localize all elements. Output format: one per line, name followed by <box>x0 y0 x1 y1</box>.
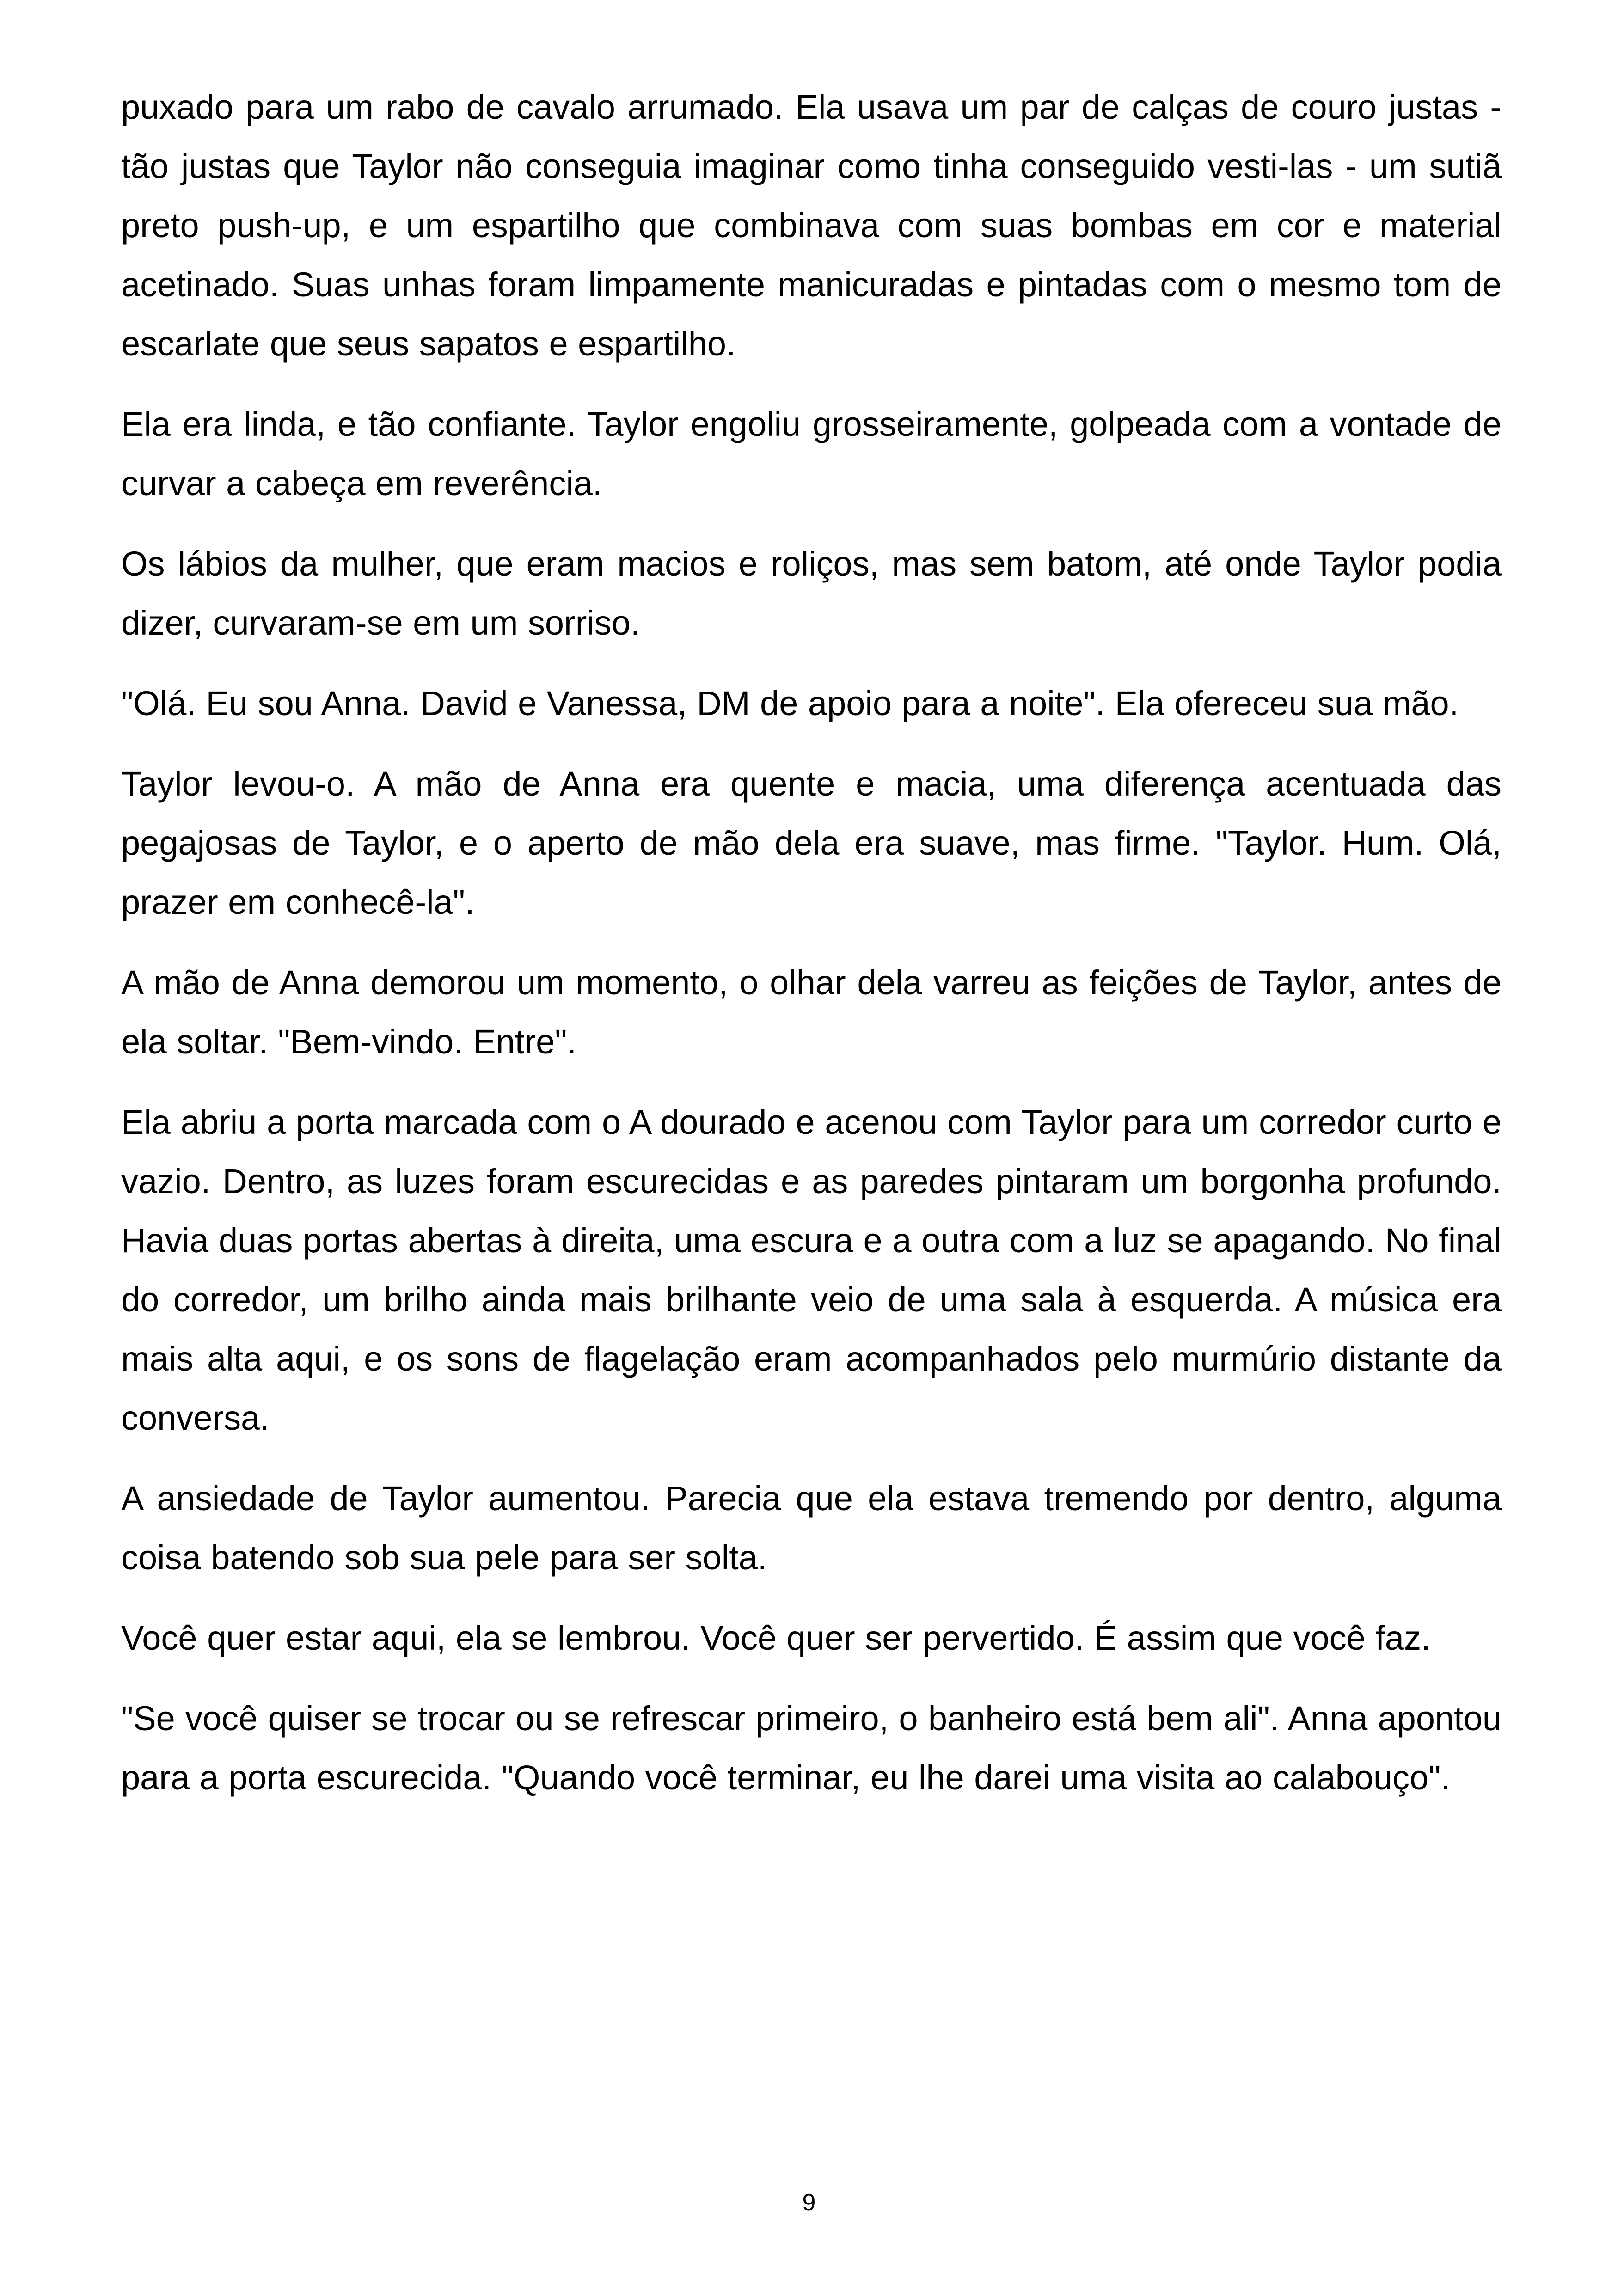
paragraph: puxado para um rabo de cavalo arrumado. Ela usava um par de calças de couro justas - tão justas que Taylor não conseguia imaginar como tinha conseguido vesti-las - um sutiã preto push-up, e um espartilho que combinava com suas bombas em cor e material acetinado. Suas unhas foram limpamente manicuradas e pintadas com o mesmo tom de escarlate que seus sapatos e espartilho. <box>121 88 1502 363</box>
paragraph: Os lábios da mulher, que eram macios e roliços, mas sem batom, até onde Taylor podia dizer, curvaram-se em um sorriso. <box>121 545 1502 642</box>
paragraph: A ansiedade de Taylor aumentou. Parecia que ela estava tremendo por dentro, alguma coisa batendo sob sua pele para ser solta. <box>121 1479 1502 1577</box>
paragraph: Você quer estar aqui, ela se lembrou. Você quer ser pervertido. É assim que você faz. <box>121 1619 1431 1657</box>
paragraph: Ela abriu a porta marcada com o A dourado e acenou com Taylor para um corredor curto e vazio. Dentro, as luzes foram escurecidas e as paredes pintaram um borgonha profundo. Havia duas portas abertas à direita, uma escura e a outra com a luz se apagando. No final do corredor, um brilho ainda mais brilhante veio de uma sala à esquerda. A música era mais alta aqui, e os sons de flagelação eram acompanhados pelo murmúrio distante da conversa. <box>121 1103 1502 1437</box>
paragraph: Ela era linda, e tão confiante. Taylor engoliu grosseiramente, golpeada com a vontade de curvar a cabeça em reverência. <box>121 405 1502 502</box>
page-body <box>121 78 1502 1829</box>
page-number: 9 <box>802 2189 816 2216</box>
paragraph: A mão de Anna demorou um momento, o olhar dela varreu as feições de Taylor, antes de ela soltar. "Bem-vindo. Entre". <box>121 963 1502 1061</box>
paragraph: "Se você quiser se trocar ou se refrescar primeiro, o banheiro está bem ali". Anna apontou para a porta escurecida. "Quando você terminar, eu lhe darei uma visita ao calabouço". <box>121 1699 1502 1797</box>
paragraph: Taylor levou-o. A mão de Anna era quente e macia, uma diferença acentuada das pegajosas de Taylor, e o aperto de mão dela era suave, mas firme. "Taylor. Hum. Olá, prazer em conhecê-la". <box>121 765 1502 921</box>
paragraph: "Olá. Eu sou Anna. David e Vanessa, DM de apoio para a noite". Ela ofereceu sua mão. <box>121 684 1459 722</box>
